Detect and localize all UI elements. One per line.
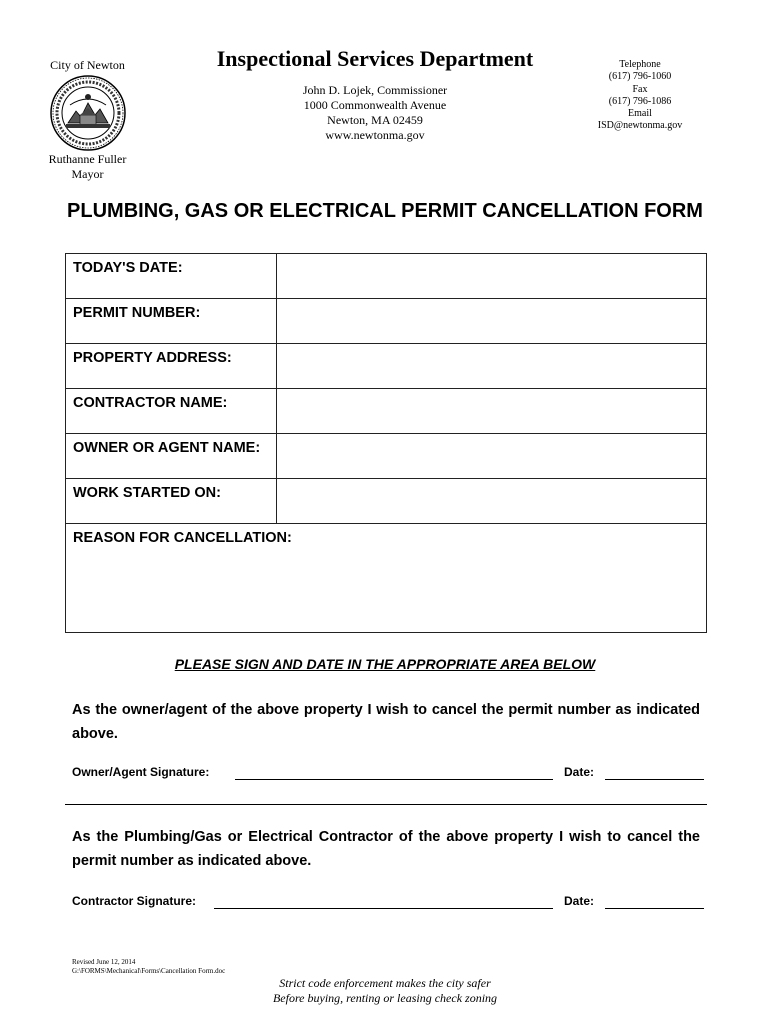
- owner-signature-label: Owner/Agent Signature:: [72, 765, 210, 779]
- field-label-cell: [66, 299, 277, 344]
- department-title: Inspectional Services Department: [216, 46, 534, 71]
- owner-agent-name-field[interactable]: [277, 434, 707, 479]
- property-address-field[interactable]: [277, 344, 707, 389]
- contractor-name-field[interactable]: [277, 389, 707, 434]
- form-row: [66, 389, 707, 434]
- contractor-signature-line[interactable]: [214, 908, 553, 909]
- contact-block: [580, 59, 700, 133]
- section-divider: [65, 804, 707, 805]
- permit-number-label: PERMIT NUMBER:: [73, 305, 201, 321]
- telephone-label: Telephone: [619, 59, 661, 70]
- form-row: [66, 254, 707, 299]
- owner-agent-name-label: OWNER OR AGENT NAME:: [73, 440, 261, 456]
- department-info: [225, 83, 525, 143]
- field-label-cell: [66, 479, 277, 524]
- tagline-line-2: Before buying, renting or leasing check zoning: [272, 991, 498, 1005]
- todays-date-label: TODAY'S DATE:: [73, 260, 183, 276]
- website: www.newtonma.gov: [325, 128, 425, 142]
- fax-label: Fax: [632, 83, 648, 95]
- form-row: [66, 524, 707, 633]
- revision-note: [72, 958, 225, 976]
- contractor-date-label: Date:: [564, 894, 595, 908]
- form-row: [66, 479, 707, 524]
- commissioner: John D. Lojek, Commissioner: [302, 83, 448, 97]
- permit-form-table: [65, 253, 707, 633]
- mayor-title: Mayor: [71, 167, 104, 181]
- owner-date-label: Date:: [564, 765, 595, 779]
- city-name: City of Newton: [50, 58, 125, 72]
- revised-date: Revised June 12, 2014: [72, 958, 136, 966]
- telephone-number: (617) 796-1060: [608, 71, 672, 83]
- owner-date-line[interactable]: [605, 779, 704, 780]
- city-seal-icon: [50, 75, 126, 151]
- work-started-label: WORK STARTED ON:: [73, 485, 221, 501]
- field-label-cell: [66, 254, 277, 299]
- field-label-cell: [66, 344, 277, 389]
- contractor-signature-label: Contractor Signature:: [72, 894, 197, 908]
- form-title: PLUMBING, GAS OR ELECTRICAL PERMIT CANCELLATION FORM: [67, 200, 703, 222]
- contractor-date-line[interactable]: [605, 908, 704, 909]
- contractor-name-label: CONTRACTOR NAME:: [73, 395, 228, 411]
- email-label: Email: [628, 108, 652, 120]
- form-row: [66, 344, 707, 389]
- tagline-line-1: Strict code enforcement makes the city safer: [279, 976, 491, 990]
- sign-instructions: PLEASE SIGN AND DATE IN THE APPROPRIATE AREA BELOW: [174, 656, 596, 672]
- todays-date-field[interactable]: [277, 254, 707, 299]
- field-label-cell: [66, 434, 277, 479]
- work-started-field[interactable]: [277, 479, 707, 524]
- mayor-name: Ruthanne Fuller: [48, 152, 127, 166]
- address-line-1: 1000 Commonwealth Avenue: [303, 98, 447, 112]
- property-address-label: PROPERTY ADDRESS:: [73, 350, 232, 366]
- reason-label: REASON FOR CANCELLATION:: [73, 530, 292, 546]
- owner-statement: As the owner/agent of the above property I wish to cancel the permit number as indicated above.: [72, 702, 700, 742]
- email-address: ISD@newtonma.gov: [597, 120, 683, 132]
- footer-tagline: [0, 976, 770, 1006]
- contractor-statement: As the Plumbing/Gas or Electrical Contractor of the above property I wish to cancel the permit number as indicated above.: [72, 829, 700, 869]
- mayor-block: [30, 152, 145, 182]
- form-row: [66, 434, 707, 479]
- form-row: [66, 299, 707, 344]
- permit-number-field[interactable]: [277, 299, 707, 344]
- address-line-2: Newton, MA 02459: [327, 113, 423, 127]
- file-path: G:\FORMS\Mechanical\Forms\Cancellation Form.doc: [72, 967, 226, 975]
- owner-signature-line[interactable]: [235, 779, 553, 780]
- fax-number: (617) 796-1086: [608, 95, 672, 107]
- field-label-cell: [66, 389, 277, 434]
- reason-field[interactable]: [66, 524, 707, 633]
